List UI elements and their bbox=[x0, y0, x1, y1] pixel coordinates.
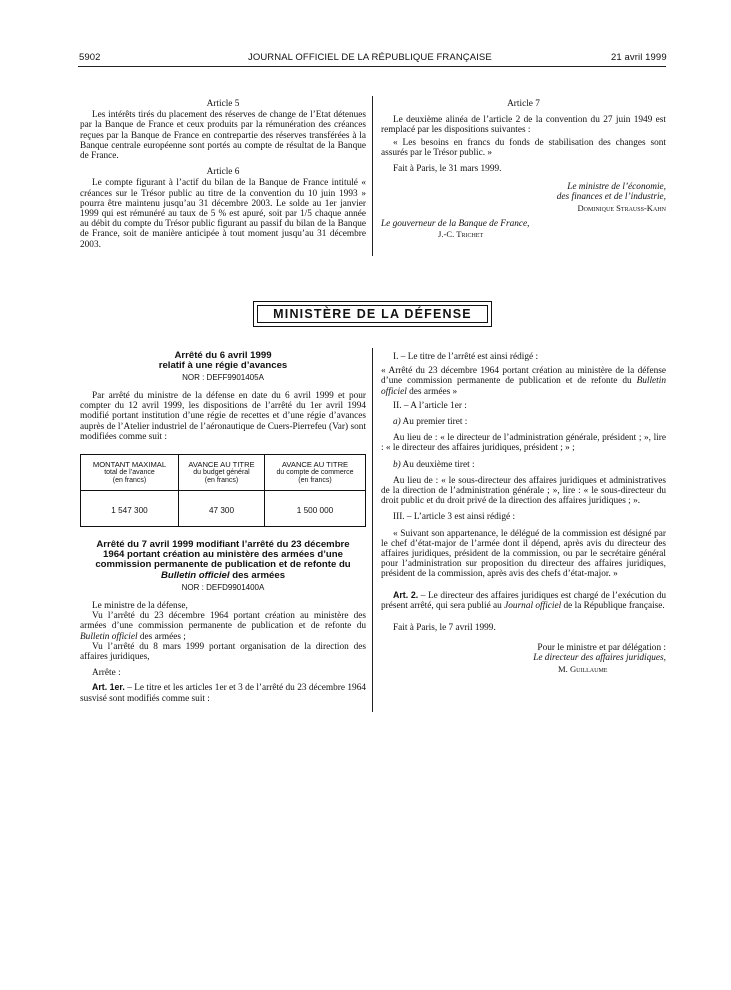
arrete-7-avril-block bbox=[80, 540, 366, 592]
top-left-column bbox=[80, 99, 366, 250]
table-row bbox=[81, 491, 366, 527]
done-at-paris-2: Fait à Paris, le 7 avril 1999. bbox=[393, 623, 496, 634]
point-a-label: a) bbox=[393, 417, 401, 428]
table-cell bbox=[265, 491, 366, 527]
bulletin-officiel-title: Bulletin officiel bbox=[160, 569, 230, 581]
article-5-text: Les intérêts tirés du placement des réserves de change de l’Etat détenues par la Banque de France et ceux produits par la rémunération des créances reçues par la Banque de France en contrepartie des réserves transférées à la Banque centrale européenne sont portés au compte de résultat de la Banque de France. bbox=[80, 110, 366, 162]
visa-text-end: des armées ; bbox=[137, 631, 186, 642]
table-header-row bbox=[81, 455, 366, 491]
article-2 bbox=[381, 590, 666, 611]
table-cell bbox=[179, 491, 265, 527]
point-b-body: Au lieu de : « le sous-directeur des affaires juridiques et administratives de la direction de l’administration générale ; », lire : « le sous-directeur du droit public et du droit privé de la direction des affaires juridiques ; ». bbox=[381, 475, 666, 507]
article-6-title: Article 6 bbox=[206, 167, 240, 178]
cell-value: 1 500 000 bbox=[296, 505, 334, 515]
quote-text: « Arrêté du 23 décembre 1964 portant création au ministère de la défense d’une commission permanente de publication et de refonte du bbox=[381, 366, 666, 387]
table-header-cell bbox=[265, 455, 366, 491]
header-rule bbox=[78, 66, 666, 67]
ministry-heading-box bbox=[253, 301, 492, 327]
article-6-text: Le compte figurant à l’actif du bilan de la Banque de France intitulé « créances sur le Trésor public au titre de la convention du 10 juin 1993 » pourra être maintenu jusqu’au 31 décembre 2003. Le solde au 1er janvier 1999 qui est rémunéré au taux de 5 % est apuré, soit par 1/5 chaque année au débit du compte du Trésor public figurant au passif du bilan de la Banque de France, soit de manière anticipée à tout moment jusqu’au 31 décembre 2003. bbox=[80, 178, 366, 250]
article-2-text-end: de la République française. bbox=[561, 600, 665, 611]
arrete-1-body: Par arrêté du ministre de la défense en date du 6 avril 1999 et pour compter du 12 avril 1999, les dispositions de l’arrêté du 1er avril 1994 modifié portant institution d’une régie de recettes et d’une régie d’avances auprès de l’Atelier industriel de l’aéronautique de Cuers-Pierrefeu (Var) sont modifiées comme suit : bbox=[80, 391, 366, 442]
arrete-word: Arrête : bbox=[92, 668, 121, 679]
article-7-title: Article 7 bbox=[507, 99, 540, 109]
article-1-label: Art. 1er. bbox=[92, 682, 125, 693]
governor-signature: J.-C. Trichet bbox=[438, 229, 484, 240]
article-2-label: Art. 2. bbox=[393, 589, 419, 600]
point-a-body: Au lieu de : « le directeur de l’administration générale, président ; », lire : « le directeur des affaires juridiques, président ; » ; bbox=[381, 433, 666, 454]
visa-arrete-1964 bbox=[80, 611, 366, 642]
avances-table bbox=[80, 454, 366, 527]
arrete-2-nor: NOR : DEFD9901400A bbox=[181, 582, 265, 592]
point-a-text: Au premier tiret : bbox=[400, 417, 468, 428]
delegation-line: Pour le ministre et par délégation : bbox=[537, 643, 666, 654]
section-i-quote bbox=[381, 366, 666, 397]
quote-italic: Bulletin officiel bbox=[381, 376, 666, 397]
table-header-cell bbox=[179, 455, 265, 491]
column-divider-top bbox=[372, 96, 373, 256]
table-header-cell bbox=[81, 455, 179, 491]
article-5-title: Article 5 bbox=[206, 99, 240, 109]
visa-arrete-1999: Vu l’arrêté du 8 mars 1999 portant organisation de la direction des affaires juridiques, bbox=[80, 641, 366, 663]
arrete-1-body-column bbox=[80, 391, 366, 442]
point-b-text: Au deuxième tiret : bbox=[400, 459, 475, 470]
minister-title-line-2: des finances et de l’industrie, bbox=[556, 192, 666, 203]
journal-officiel-italic: Journal officiel bbox=[504, 600, 562, 611]
point-a bbox=[381, 417, 666, 427]
arrete-2-body-column bbox=[80, 601, 366, 704]
ministry-heading: MINISTÈRE DE LA DÉFENSE bbox=[257, 305, 488, 323]
header-main: AVANCE AU TITRE bbox=[188, 460, 255, 469]
header-unit: (en francs) bbox=[204, 477, 239, 485]
minister-signature: Dominique Strauss-Kahn bbox=[577, 202, 666, 213]
table-cell bbox=[81, 491, 179, 527]
visa-text: Vu l’arrêté du 23 décembre 1964 portant création au ministère des armées d’une commission permanente de publication et de refonte du bbox=[80, 611, 366, 632]
visa-italic: Bulletin officiel bbox=[80, 631, 138, 642]
cell-value: 47 300 bbox=[208, 505, 235, 515]
arrete-2-title-line-4 bbox=[80, 571, 366, 581]
header-sub: du compte de commerce bbox=[276, 469, 354, 477]
header-sub: du budget général bbox=[193, 469, 250, 477]
section-ii-intro: II. – A l’article 1er : bbox=[393, 400, 467, 411]
section-i-intro: I. – Le titre de l’arrêté est ainsi rédigé : bbox=[393, 352, 539, 362]
header-unit: (en francs) bbox=[298, 477, 332, 485]
arrete-6-avril-block bbox=[80, 351, 366, 382]
header-unit: (en francs) bbox=[112, 477, 147, 485]
header-sub: total de l’avance bbox=[104, 469, 155, 477]
header-main: AVANCE AU TITRE bbox=[281, 460, 349, 469]
page-number: 5902 bbox=[79, 52, 101, 63]
done-at-paris-1: Fait à Paris, le 31 mars 1999. bbox=[393, 164, 502, 175]
arrete-2-title-line-3: commission permanente de publication et de refonte du bbox=[95, 559, 351, 571]
arrete-2-title-line-1: Arrêté du 7 avril 1999 modifiant l’arrêté du 23 décembre bbox=[96, 539, 350, 550]
minister-title-line-1: Le ministre de l’économie, bbox=[567, 182, 666, 193]
article-7-paragraph-1: Le deuxième alinéa de l’article 2 de la convention du 27 juin 1949 est remplacé par les dispositions suivantes : bbox=[381, 115, 666, 136]
article-1-text: – Le titre et les articles 1er et 3 de l’arrêté du 23 décembre 1964 susvisé sont modifiés comme suit : bbox=[80, 683, 366, 704]
bottom-right-column bbox=[381, 352, 666, 674]
point-b-label: b) bbox=[393, 459, 401, 470]
arrete-1-nor: NOR : DEFF9901405A bbox=[182, 373, 264, 383]
title-line-4-rest: des armées bbox=[229, 569, 286, 581]
article-2-text: – Le directeur des affaires juridiques est chargé de l’exécution du présent arrêté, qui sera publié au bbox=[381, 590, 667, 611]
governor-title: Le gouverneur de la Banque de France, bbox=[381, 218, 530, 229]
top-right-column bbox=[381, 99, 666, 239]
director-title: Le directeur des affaires juridiques, bbox=[533, 653, 666, 664]
article-1 bbox=[80, 682, 366, 703]
section-iii-quote: « Suivant son appartenance, le délégué de la commission est désigné par le chef d’état-major de l’armée dont il dépend, après avis du directeur des affaires juridiques, président de la commission, ou par le secrétaire général pour l’administration sur proposition du directeur des affaires juridiques, président de la commission, après avis des chefs d’état-major. » bbox=[381, 528, 666, 580]
section-iii-intro: III. – L’article 3 est ainsi rédigé : bbox=[393, 512, 516, 523]
header-main: MONTANT MAXIMAL bbox=[92, 460, 167, 469]
arrete-1-title-line-1: Arrêté du 6 avril 1999 bbox=[174, 350, 272, 361]
arrete-1-title-line-2: relatif à une régie d’avances bbox=[158, 360, 288, 372]
article-7-paragraph-2: « Les besoins en francs du fonds de stabilisation des changes sont assurés par le Trésor public. » bbox=[381, 137, 666, 158]
quote-text-end: des armées » bbox=[406, 386, 458, 397]
cell-value: 1 547 300 bbox=[111, 505, 148, 515]
column-divider-bottom bbox=[372, 348, 373, 712]
point-b bbox=[381, 460, 666, 470]
journal-title: JOURNAL OFFICIEL DE LA RÉPUBLIQUE FRANÇAISE bbox=[248, 52, 492, 63]
director-signature: M. Guillaume bbox=[558, 663, 608, 674]
publication-date: 21 avril 1999 bbox=[611, 52, 667, 63]
visa-ministre: Le ministre de la défense, bbox=[92, 601, 188, 611]
arrete-2-title-line-2: 1964 portant création au ministère des armées d’une bbox=[103, 549, 343, 561]
